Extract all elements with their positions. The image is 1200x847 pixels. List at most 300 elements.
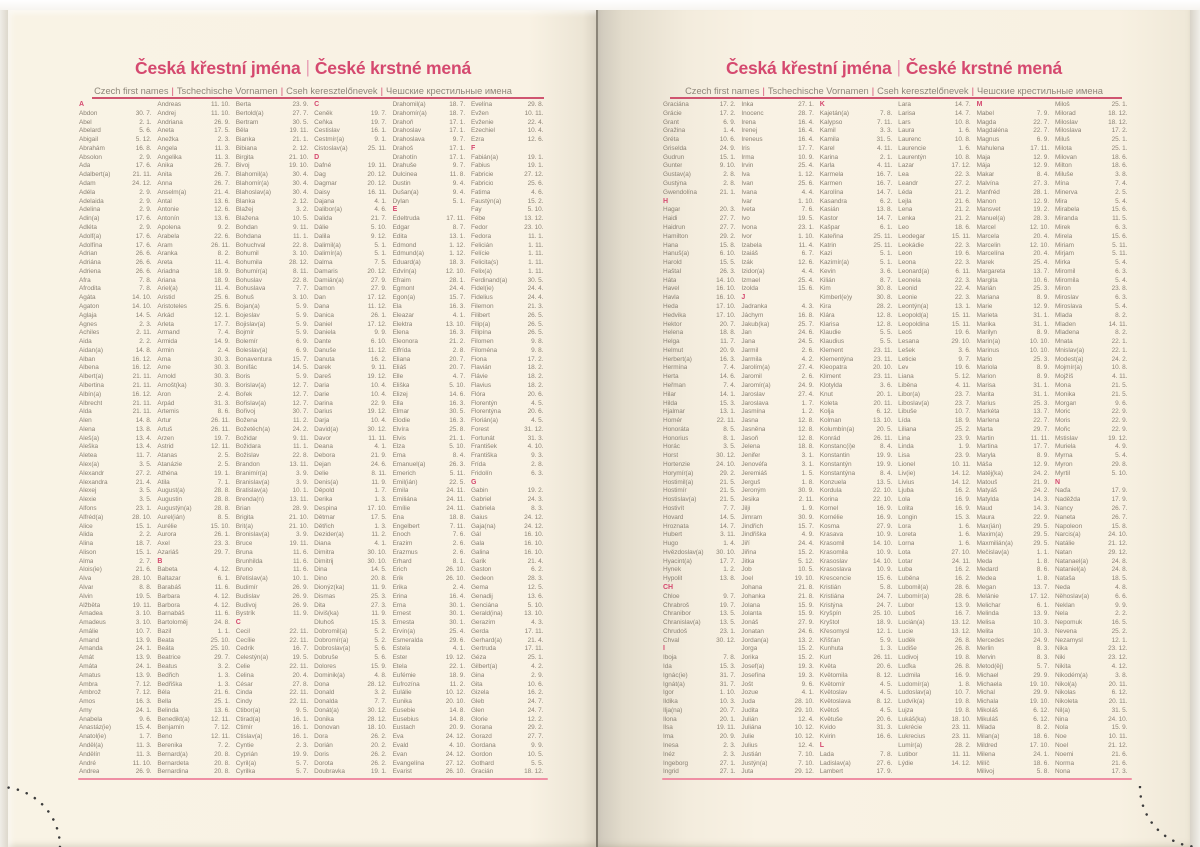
name-day-date: 2. 12. — [292, 197, 309, 205]
name-day-date: 16. 3. — [449, 399, 466, 407]
name-day-date: 4. 5. — [880, 680, 893, 688]
name-entry-row — [663, 707, 736, 716]
given-name: Livius — [898, 478, 915, 486]
given-name: Helga — [663, 338, 680, 346]
name-entry-row — [977, 470, 1050, 479]
name-entry-row — [977, 189, 1050, 198]
name-entry-row — [471, 663, 544, 672]
name-day-date: 4. 2. — [801, 355, 814, 363]
name-day-date: 27. 9. — [370, 285, 387, 293]
name-day-date: 16. 9. — [954, 504, 971, 512]
name-entry-row — [314, 215, 387, 224]
given-name: Hroznata — [663, 522, 689, 530]
name-day-date: 13. 9. — [135, 654, 152, 662]
name-entry-row — [820, 479, 893, 488]
given-name: Karmela — [819, 171, 844, 179]
name-day-date: 25. 3. — [370, 592, 387, 600]
given-name: Melánie — [976, 592, 999, 600]
name-day-date: 12. 11. — [211, 733, 230, 741]
given-name: Nikodém(a) — [1054, 671, 1088, 679]
name-day-date: 17. 10. — [367, 504, 387, 512]
given-name: Ingeborg — [663, 759, 689, 767]
given-name: Bohuš — [235, 294, 254, 302]
name-entry-row — [314, 171, 387, 180]
given-name: Heřman — [663, 382, 686, 389]
name-entry-row — [314, 654, 387, 663]
given-name: Afra — [79, 276, 91, 284]
name-entry-row — [977, 127, 1050, 136]
given-name: Homér — [663, 417, 683, 425]
name-entry-row — [79, 645, 152, 654]
name-entry-row — [471, 487, 544, 496]
name-entry-row — [1055, 505, 1128, 514]
name-entry-row — [663, 443, 736, 452]
given-name: Blahoslav(a) — [235, 188, 271, 196]
given-name: Arne — [157, 364, 171, 372]
given-name: Gorazd — [470, 733, 492, 741]
given-name: César — [235, 680, 253, 688]
given-name: Natálie — [1054, 540, 1075, 548]
name-entry-row — [663, 566, 736, 575]
name-day-date: 17. 9. — [1111, 487, 1128, 495]
given-name: Gina — [470, 671, 485, 679]
name-entry-row — [977, 487, 1050, 496]
given-name: Laurencie — [898, 144, 926, 152]
name-day-date: 12. 9. — [1033, 461, 1050, 469]
name-day-date: 5. 4. — [1115, 302, 1128, 310]
section-letter: F — [470, 144, 476, 152]
name-day-date: 19. 1. — [527, 153, 544, 161]
name-day-date: 19. 9. — [876, 461, 893, 469]
given-name: Adrian — [79, 250, 98, 258]
name-day-date: 18. 2. — [527, 382, 544, 389]
name-day-date: 18. 8. — [719, 329, 736, 337]
name-entry-row — [1055, 470, 1128, 479]
name-entry-row — [1055, 136, 1128, 145]
given-name: Delie — [314, 469, 329, 477]
given-name: Muriela — [1054, 443, 1076, 451]
name-day-date: 11. 9. — [371, 478, 387, 486]
name-day-date: 24. 7. — [876, 592, 893, 600]
name-day-date: 2. 6. — [801, 346, 814, 354]
name-day-date: 9. 7. — [958, 355, 971, 363]
name-day-date: 30. 3. — [214, 382, 230, 389]
name-day-date: 25. 1. — [1111, 136, 1128, 144]
name-day-date: 30. 1. — [449, 601, 466, 609]
name-day-date: 26. 8. — [954, 645, 971, 653]
given-name: Árpád — [157, 399, 175, 407]
given-name: Gilbert(a) — [470, 663, 498, 670]
name-day-date: 17. 12. — [367, 320, 387, 328]
name-day-date: 19. 7. — [719, 601, 736, 609]
given-name: Hamilton — [663, 232, 689, 240]
name-entry-row — [663, 215, 736, 224]
given-name: Kolja — [819, 408, 834, 416]
name-day-date: 5. 10. — [1111, 469, 1128, 477]
name-entry-row — [471, 321, 544, 330]
name-entry-row — [157, 171, 230, 180]
name-entry-row — [314, 619, 387, 628]
name-entry-row — [1055, 733, 1128, 742]
name-day-date: 4. 1. — [452, 311, 466, 319]
name-day-date: 2. 9. — [139, 197, 152, 205]
name-entry-row — [663, 356, 736, 365]
given-name: Ela — [392, 302, 402, 310]
name-day-date: 29. 7. — [214, 548, 230, 556]
given-name: Elza — [392, 443, 405, 451]
name-entry-row — [898, 487, 971, 496]
name-day-date: 1. 4. — [723, 127, 736, 135]
name-day-date: 17. 9. — [876, 768, 893, 776]
given-name: Glen — [470, 706, 485, 714]
given-name: Medea — [976, 575, 996, 583]
given-name: Miroslav — [1054, 294, 1079, 302]
given-name: Jaromil — [741, 373, 762, 381]
given-name: Gerald(ina) — [470, 610, 503, 618]
name-day-date: 5. 11. — [1112, 250, 1128, 258]
name-entry-row — [663, 531, 736, 540]
given-name: Konstantin — [819, 452, 850, 460]
name-day-date: 4. 9. — [1115, 443, 1128, 451]
name-day-date: 11. 4. — [214, 285, 230, 293]
name-day-date: 11. 11. — [1030, 434, 1050, 442]
given-name: Hedvika — [663, 311, 686, 319]
name-entry-row — [79, 584, 152, 593]
header-rule — [92, 97, 544, 99]
name-day-date: 4. 1. — [801, 689, 814, 697]
name-day-date: 8. 2. — [1036, 724, 1050, 732]
name-day-date: 11. 2. — [371, 531, 387, 539]
name-entry-row — [977, 698, 1050, 707]
given-name: Dětřich — [314, 522, 335, 530]
given-name: Ernesta — [392, 619, 415, 627]
name-entry-row — [977, 681, 1050, 690]
given-name: Bonifác — [235, 364, 257, 372]
name-day-date: 5. 1. — [880, 259, 893, 267]
name-entry-row — [236, 329, 309, 338]
given-name: Absolon — [79, 153, 102, 161]
name-entry-row — [663, 672, 736, 681]
given-name: Lukrécie — [898, 724, 923, 732]
name-entry-row — [663, 716, 736, 725]
name-day-date: 5. 4. — [1115, 452, 1128, 460]
given-name: Mirka — [1054, 259, 1071, 267]
name-day-date: 19. 8. — [954, 706, 971, 714]
name-entry-row — [741, 681, 814, 690]
given-name: Areta — [157, 259, 173, 267]
name-entry-row — [471, 742, 544, 751]
name-day-date: 30. 12. — [367, 706, 387, 714]
page-title-cs: Česká křestní jména — [726, 58, 892, 78]
given-name: Nona — [1054, 768, 1071, 776]
name-day-date: 26. 7. — [1111, 513, 1128, 521]
name-entry-row — [741, 558, 814, 567]
name-entry-row — [471, 233, 544, 242]
name-day-date: 28. 3. — [1033, 215, 1050, 223]
name-entry-row — [741, 285, 814, 294]
name-day-date: 24. 12. — [445, 733, 466, 741]
name-entry-row — [663, 540, 736, 549]
name-entry-row — [663, 575, 736, 584]
name-entry-row — [314, 461, 387, 470]
given-name: Dita — [314, 601, 326, 609]
given-name: Maura — [976, 513, 995, 521]
name-day-date: 14. 7. — [954, 101, 971, 108]
name-day-date: 19. 2. — [1033, 206, 1050, 214]
name-day-date: 17. 11. — [524, 645, 544, 653]
name-day-date: 5. 9. — [296, 329, 309, 337]
name-entry-row — [393, 303, 466, 312]
name-day-date: 28. 8. — [214, 496, 230, 504]
name-day-date: 10. 11. — [1108, 733, 1128, 741]
name-day-date: 7. 1. — [217, 478, 230, 486]
name-day-date: 30. 10. — [716, 548, 736, 556]
name-entry-row — [1055, 312, 1128, 321]
name-day-date: 16. 4. — [798, 118, 814, 126]
name-day-date: 18. 6. — [1111, 162, 1128, 170]
name-day-date: 20. 12. — [367, 267, 387, 275]
given-name: Jesika — [741, 496, 760, 504]
given-name: Dětmar — [314, 513, 335, 521]
name-day-date: 2. 2. — [139, 338, 152, 346]
name-entry-row — [314, 575, 387, 584]
name-entry-row — [79, 321, 152, 330]
name-entry-row — [820, 461, 893, 470]
name-entry-row — [898, 101, 971, 110]
name-entry-row — [79, 593, 152, 602]
name-entry-row — [663, 724, 736, 733]
section-letter-row — [236, 619, 309, 628]
given-name: Agaton — [79, 302, 100, 310]
given-name: Adin(a) — [79, 215, 100, 223]
name-day-date: 14. 5. — [135, 311, 152, 319]
section-letter: CH — [663, 583, 674, 591]
page-title-sk: České krstné mená — [905, 58, 1062, 78]
given-name: Evarist — [392, 768, 412, 776]
name-day-date: 27. 6. — [876, 759, 893, 767]
given-name: Florentýna — [470, 408, 501, 416]
name-entry-row — [393, 575, 466, 584]
name-day-date: 25. 6. — [527, 180, 544, 188]
name-entry-row — [1055, 716, 1128, 725]
given-name: Abdon — [79, 109, 98, 117]
name-entry-row — [741, 198, 814, 207]
name-day-date: 20. 10. — [872, 364, 893, 372]
given-name: Ester — [392, 654, 408, 662]
name-day-date: 26. 2. — [370, 733, 387, 741]
name-entry-row — [977, 760, 1050, 769]
given-name: Derika — [314, 496, 333, 504]
name-entry-row — [471, 672, 544, 681]
given-name: Filip(a) — [470, 320, 491, 328]
name-day-date: 2. 9. — [139, 223, 152, 231]
name-day-date: 2. 9. — [139, 206, 152, 214]
name-entry-row — [471, 760, 544, 769]
name-entry-row — [898, 540, 971, 549]
name-entry-row — [663, 760, 736, 769]
name-day-date: 4. 4. — [801, 267, 814, 275]
name-day-date: 19. 3. — [798, 663, 814, 670]
given-name: Ambrož — [79, 689, 101, 697]
name-day-date: 15. 7. — [449, 294, 466, 302]
name-day-date: 6. 12. — [1033, 715, 1050, 723]
name-day-date: 17. 12. — [367, 294, 387, 302]
name-day-date: 30. 5. — [527, 276, 544, 284]
given-name: Bernard(a) — [157, 750, 188, 758]
name-day-date: 15. 1. — [719, 153, 736, 161]
name-entry-row — [471, 768, 544, 777]
given-name: Justýn(a) — [741, 759, 768, 767]
given-name: Cinda — [235, 689, 253, 697]
name-day-date: 22. 1. — [449, 663, 466, 670]
name-day-date: 24. 3. — [527, 496, 544, 504]
name-day-date: 8. 1. — [452, 557, 466, 565]
name-day-date: 5. 7. — [1036, 663, 1050, 670]
given-name: Donika — [314, 715, 334, 723]
name-day-date: 8. 1. — [723, 434, 736, 442]
name-day-date: 19. 12. — [445, 654, 466, 662]
given-name: Herbert(a) — [663, 355, 692, 363]
name-entry-row — [1055, 602, 1128, 611]
given-name: Graciána — [663, 101, 689, 108]
name-entry-row — [898, 610, 971, 619]
name-day-date: 3. 1. — [801, 461, 814, 469]
name-day-date: 16. 7. — [954, 610, 971, 618]
name-day-date: 1. 8. — [801, 478, 814, 486]
name-entry-row — [898, 206, 971, 215]
name-entry-row — [820, 426, 893, 435]
name-day-date: 9. 10. — [719, 162, 736, 170]
name-day-date: 19. 7. — [370, 109, 387, 117]
name-entry-row — [663, 242, 736, 251]
name-entry-row — [157, 303, 230, 312]
given-name: Augustin — [157, 496, 183, 504]
given-name: Aram — [157, 241, 173, 249]
name-entry-row — [1055, 145, 1128, 154]
name-day-date: 12. 7. — [292, 390, 309, 398]
given-name: Kolumbín(a) — [819, 425, 855, 433]
name-day-date: 21. 5. — [1111, 382, 1128, 389]
given-name: Miloslav — [1054, 118, 1078, 126]
given-name: Marisa — [976, 382, 996, 389]
name-day-date: 12. 7. — [292, 382, 309, 389]
name-column — [236, 101, 309, 781]
name-day-date: 9. 11. — [371, 364, 387, 372]
name-entry-row — [236, 294, 309, 303]
name-day-date: 28. 8. — [214, 504, 230, 512]
given-name: Marta — [976, 425, 993, 433]
section-letter-row — [663, 198, 736, 207]
name-day-date: 16. 7. — [876, 171, 893, 179]
name-entry-row — [898, 654, 971, 663]
name-day-date: 18. 5. — [1111, 575, 1128, 583]
given-name: Filoména — [470, 346, 498, 354]
names-table — [79, 101, 549, 781]
name-entry-row — [157, 443, 230, 452]
given-name: Arnold — [157, 373, 176, 381]
name-day-date: 5. 11. — [1112, 241, 1128, 249]
name-day-date: 18. 8. — [798, 443, 814, 451]
name-day-date: 21. 3. — [527, 302, 544, 310]
given-name: Lambert — [819, 768, 844, 776]
given-name: Beatus — [157, 663, 178, 670]
section-letter-row — [314, 101, 387, 110]
name-day-date: 25. 11. — [873, 232, 893, 240]
name-entry-row — [898, 470, 971, 479]
given-name: Daniela — [314, 329, 336, 337]
given-name: Eunika — [392, 698, 412, 706]
name-day-date: 25. 2. — [1111, 627, 1128, 635]
name-entry-row — [898, 549, 971, 558]
name-entry-row — [79, 698, 152, 707]
name-entry-row — [977, 549, 1050, 558]
given-name: Emílie — [392, 504, 411, 512]
given-name: Hjalmar — [663, 408, 685, 416]
name-day-date: 4. 12. — [1111, 663, 1128, 670]
given-name: Maja — [976, 153, 991, 161]
name-entry-row — [898, 637, 971, 646]
name-day-date: 21. 5. — [719, 487, 736, 495]
name-day-date: 8. 9. — [1036, 452, 1050, 460]
name-entry-row — [820, 724, 893, 733]
name-day-date: 11. 6. — [214, 610, 230, 618]
name-day-date: 2. 9. — [139, 188, 152, 196]
name-day-date: 7. 7. — [296, 285, 309, 293]
name-entry-row — [471, 698, 544, 707]
name-entry-row — [314, 768, 387, 777]
name-day-date: 5. 9. — [296, 311, 309, 319]
given-name: Ladislav(a) — [819, 759, 851, 767]
name-day-date: 2. 1. — [139, 118, 152, 126]
name-entry-row — [741, 162, 814, 171]
name-day-date: 23. 8. — [1111, 285, 1128, 293]
name-entry-row — [393, 637, 466, 646]
name-entry-row — [820, 663, 893, 672]
name-day-date: 20. 4. — [1033, 250, 1050, 258]
name-day-date: 11. 3. — [136, 750, 152, 758]
name-entry-row — [314, 162, 387, 171]
name-day-date: 31. 5. — [876, 136, 893, 144]
name-day-date: 15. 3. — [719, 663, 736, 670]
name-day-date: 24. 10. — [1108, 715, 1128, 723]
name-entry-row — [157, 329, 230, 338]
name-entry-row — [898, 681, 971, 690]
given-name: Inesa — [663, 742, 679, 750]
given-name: Nina — [1054, 715, 1068, 723]
given-name: Jozue — [741, 689, 759, 697]
name-day-date: 11. 6. — [214, 583, 230, 591]
name-entry-row — [977, 707, 1050, 716]
name-entry-row — [1055, 549, 1128, 558]
name-entry-row — [393, 180, 466, 189]
name-entry-row — [898, 443, 971, 452]
given-name: Ariadna — [157, 267, 180, 275]
name-entry-row — [79, 198, 152, 207]
given-name: Dalila — [314, 232, 330, 240]
given-name: Hostivít — [663, 504, 685, 512]
name-day-date: 2. 8. — [723, 180, 736, 188]
name-entry-row — [663, 101, 736, 110]
given-name: Edgar — [392, 223, 410, 231]
name-entry-row — [977, 259, 1050, 268]
name-entry-row — [977, 505, 1050, 514]
name-entry-row — [898, 136, 971, 145]
given-name: Čeněk — [314, 109, 333, 117]
name-entry-row — [79, 566, 152, 575]
given-name: Bonaventura — [235, 355, 272, 363]
name-entry-row — [1055, 514, 1128, 523]
name-entry-row — [977, 285, 1050, 294]
